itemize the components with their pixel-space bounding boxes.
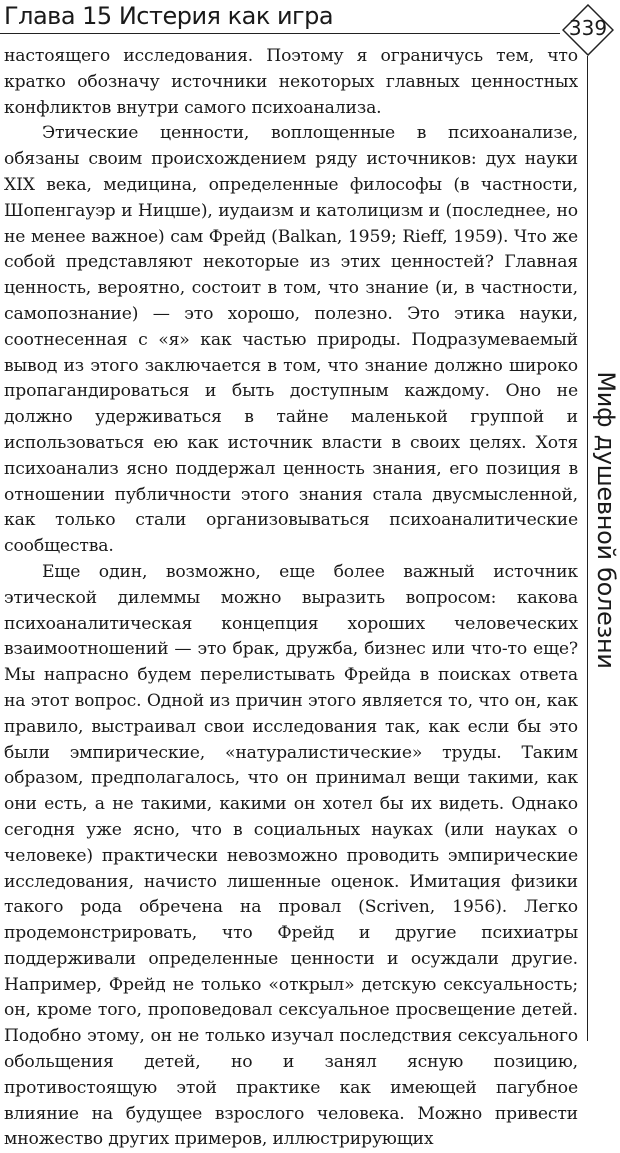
page-number: 339 [568,16,608,40]
chapter-title: Глава 15 Истерия как игра [4,2,334,30]
side-tab [592,250,620,790]
paragraph: настоящего исследования. Поэтому я ограничусь тем, что кратко обозначу источники некоторых главных ценностных конфликтов внутри самого психоанализа. [4,46,578,118]
header-rule [0,33,560,34]
side-rule [587,56,588,1041]
body-text [4,44,578,1153]
paragraph: Этические ценности, воплощенные в психоанализе, обязаны своим происхождением ряду источников: дух науки XIX века, медицина, определенные философы (в частности, Шопенгауэр и Ницше), иудаизм и католицизм и (последнее, но не менее важное) сам Фрейд (Balkan, 1959; Rieff, 1959). Что же собой представляют некоторые из этих ценностей? Главная ценность, вероятно, состоит в том, что знание (и, в частности, самопознание) — это хорошо, полезно. Это этика науки, соотнесенная с «я» как частью природы. Подразумеваемый вывод из этого заключается в том, что знание должно широко пропагандироваться и быть доступным каждому. Оно не должно удерживаться в тайне маленькой группой и использоваться ею как источник власти в своих целях. Хотя психоанализ ясно поддержал ценность знания, его позиция в отношении публичности этого знания стала двусмысленной, как только стали организовываться психоаналитические сообщества. [4,123,578,557]
book-title-vertical: Миф душевной болезни [592,371,620,669]
paragraph: Еще один, возможно, еще более важный источник этической дилеммы можно выразить вопросом: какова психоаналитическая концепция хороших человеческих взаимоотношений — это брак, дружба, бизнес или что-то еще? Мы напрасно будем перелистывать Фрейда в поисках ответа на этот вопрос. Одной из причин этого является то, что он, как правило, выстраивал свои исследования так, как если бы это были эмпирические, «натуралистические» труды. Таким образом, предполагалось, что он принимал вещи такими, как они есть, а не такими, какими он хотел бы их видеть. Однако сегодня уже ясно, что в социальных науках (или науках о человеке) практически невозможно проводить эмпирические исследования, начисто лишенные оценок. Имитация физики такого рода обречена на провал (Scriven, 1956). Легко продемонстрировать, что Фрейд и другие психиатры поддерживали определенные ценности и осуждали другие. Например, Фрейд не только «открыл» детскую сексуальность; он, кроме того, проповедовал сексуальное просвещение детей. Подобно этому, он не только изучал последствия сексуального обольщения детей, но и занял ясную позицию, противостоящую этой практике как имеющей пагубное влияние на будущее взрослого человека. Можно привести множество других примеров, иллюстрирующих [4,561,578,1150]
